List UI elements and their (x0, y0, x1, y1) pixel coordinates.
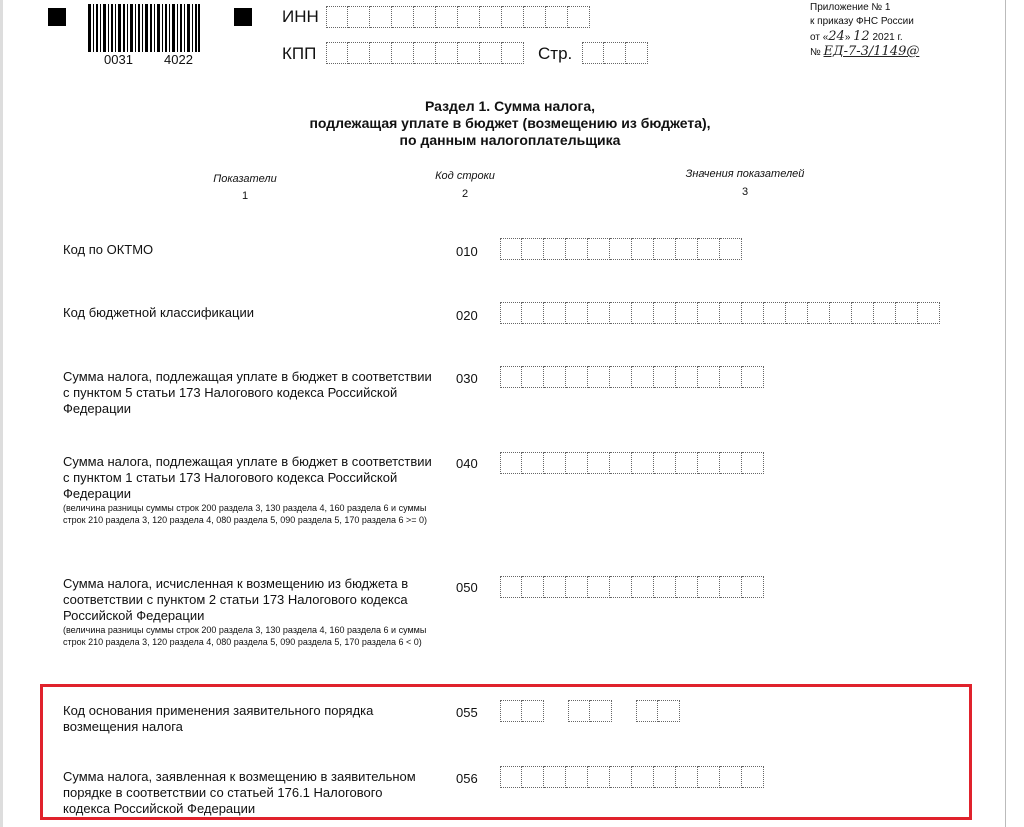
row-label-040 (63, 454, 433, 526)
stamp-line-3 (810, 31, 903, 44)
stamp-number-prefix: № (810, 47, 821, 58)
row-label-050-text: Сумма налога, исчисленная к возмещению из бюджета в соответствии с пунктом 2 статьи 173 Налогового кодекса Российской Федерации (63, 576, 409, 623)
inn-field[interactable] (326, 6, 590, 28)
row-code-056: 056 (456, 771, 478, 786)
refund-basis-field-2[interactable] (568, 700, 612, 722)
corner-marker-left (48, 8, 66, 26)
inn-label: ИНН (282, 7, 319, 26)
page-edge-right (1005, 0, 1006, 827)
row-note-050: (величина разницы суммы строк 200 раздела 3, 130 раздела 4, 160 раздела 6 и суммы строк 210 раздела 3, 120 раздела 4, 080 раздела 5, 090 раздела 5, 170 раздела 6 < 0) (63, 625, 427, 647)
barcode-number-left: 0031 (104, 52, 133, 67)
row-label-050 (63, 576, 433, 648)
section-title-line-1: Раздел 1. Сумма налога, (424, 98, 596, 114)
column-header-values: Значения показателей (685, 168, 805, 180)
row-label-056: Сумма налога, заявленная к возмещению в заявительном порядке в соответствии со статьей 176.1 Налогового кодекса Российской Федерации (63, 769, 416, 816)
page-label: Стр. (538, 44, 573, 63)
stamp-line-1: Приложение № 1 (810, 2, 891, 13)
row-code-055: 055 (456, 705, 478, 720)
oktmo-field[interactable] (500, 238, 742, 260)
stamp-date-mid: » (844, 32, 851, 43)
stamp-date-year: 2021 г. (872, 32, 903, 43)
refund-basis-field-1[interactable] (500, 700, 544, 722)
row-code-020: 020 (456, 308, 478, 323)
kpp-label: КПП (282, 44, 317, 63)
kpp-field[interactable] (326, 42, 524, 64)
row-note-040: (величина разницы суммы строк 200 раздела 3, 130 раздела 4, 160 раздела 6 и суммы строк 210 раздела 3, 120 раздела 4, 080 раздела 5, 090 раздела 5, 170 раздела 6 >= 0) (63, 503, 427, 525)
row-label-010: Код по ОКТМО (63, 242, 154, 257)
stamp-line-4 (810, 46, 919, 59)
refund-basis-field-3[interactable] (636, 700, 680, 722)
stamp-date-prefix: от « (810, 32, 829, 43)
section-title-line-2: подлежащая уплате в бюджет (возмещению из бюджета), (309, 115, 711, 131)
row-label-040-text: Сумма налога, подлежащая уплате в бюджет в соответствии с пунктом 1 статьи 173 Налогового кодекса Российской Федерации (63, 454, 432, 501)
barcode-icon (88, 4, 200, 52)
row-label-030: Сумма налога, подлежащая уплате в бюджет в соответствии с пунктом 5 статьи 173 Налогового кодекса Российской Федерации (63, 369, 432, 416)
row-label-055: Код основания применения заявительного порядка возмещения налога (63, 703, 374, 734)
column-header-indicators: Показатели (213, 173, 277, 185)
stamp-number: ЕД-7-3/1149@ (823, 44, 920, 59)
row-code-030: 030 (456, 371, 478, 386)
page-edge-left (0, 0, 3, 827)
stamp-line-2: к приказу ФНС России (810, 16, 914, 27)
column-header-line-code: Код строки (435, 170, 495, 182)
barcode-number-right: 4022 (164, 52, 193, 67)
row-code-040: 040 (456, 456, 478, 471)
kbk-field[interactable] (500, 302, 940, 324)
section-title-line-3: по данным налогоплательщика (399, 132, 621, 148)
corner-marker-right (234, 8, 252, 26)
amount-056-field[interactable] (500, 766, 764, 788)
amount-040-field[interactable] (500, 452, 764, 474)
amount-030-field[interactable] (500, 366, 764, 388)
row-code-010: 010 (456, 244, 478, 259)
stamp-date-day: 24 (828, 29, 845, 44)
column-number-3: 3 (741, 186, 749, 198)
section-title (180, 98, 840, 149)
amount-050-field[interactable] (500, 576, 764, 598)
column-number-1: 1 (241, 190, 249, 202)
row-code-050: 050 (456, 580, 478, 595)
row-label-020: Код бюджетной классификации (63, 305, 254, 320)
stamp-date-month: 12 (853, 29, 870, 44)
column-number-2: 2 (461, 188, 469, 200)
page-field[interactable] (582, 42, 648, 64)
